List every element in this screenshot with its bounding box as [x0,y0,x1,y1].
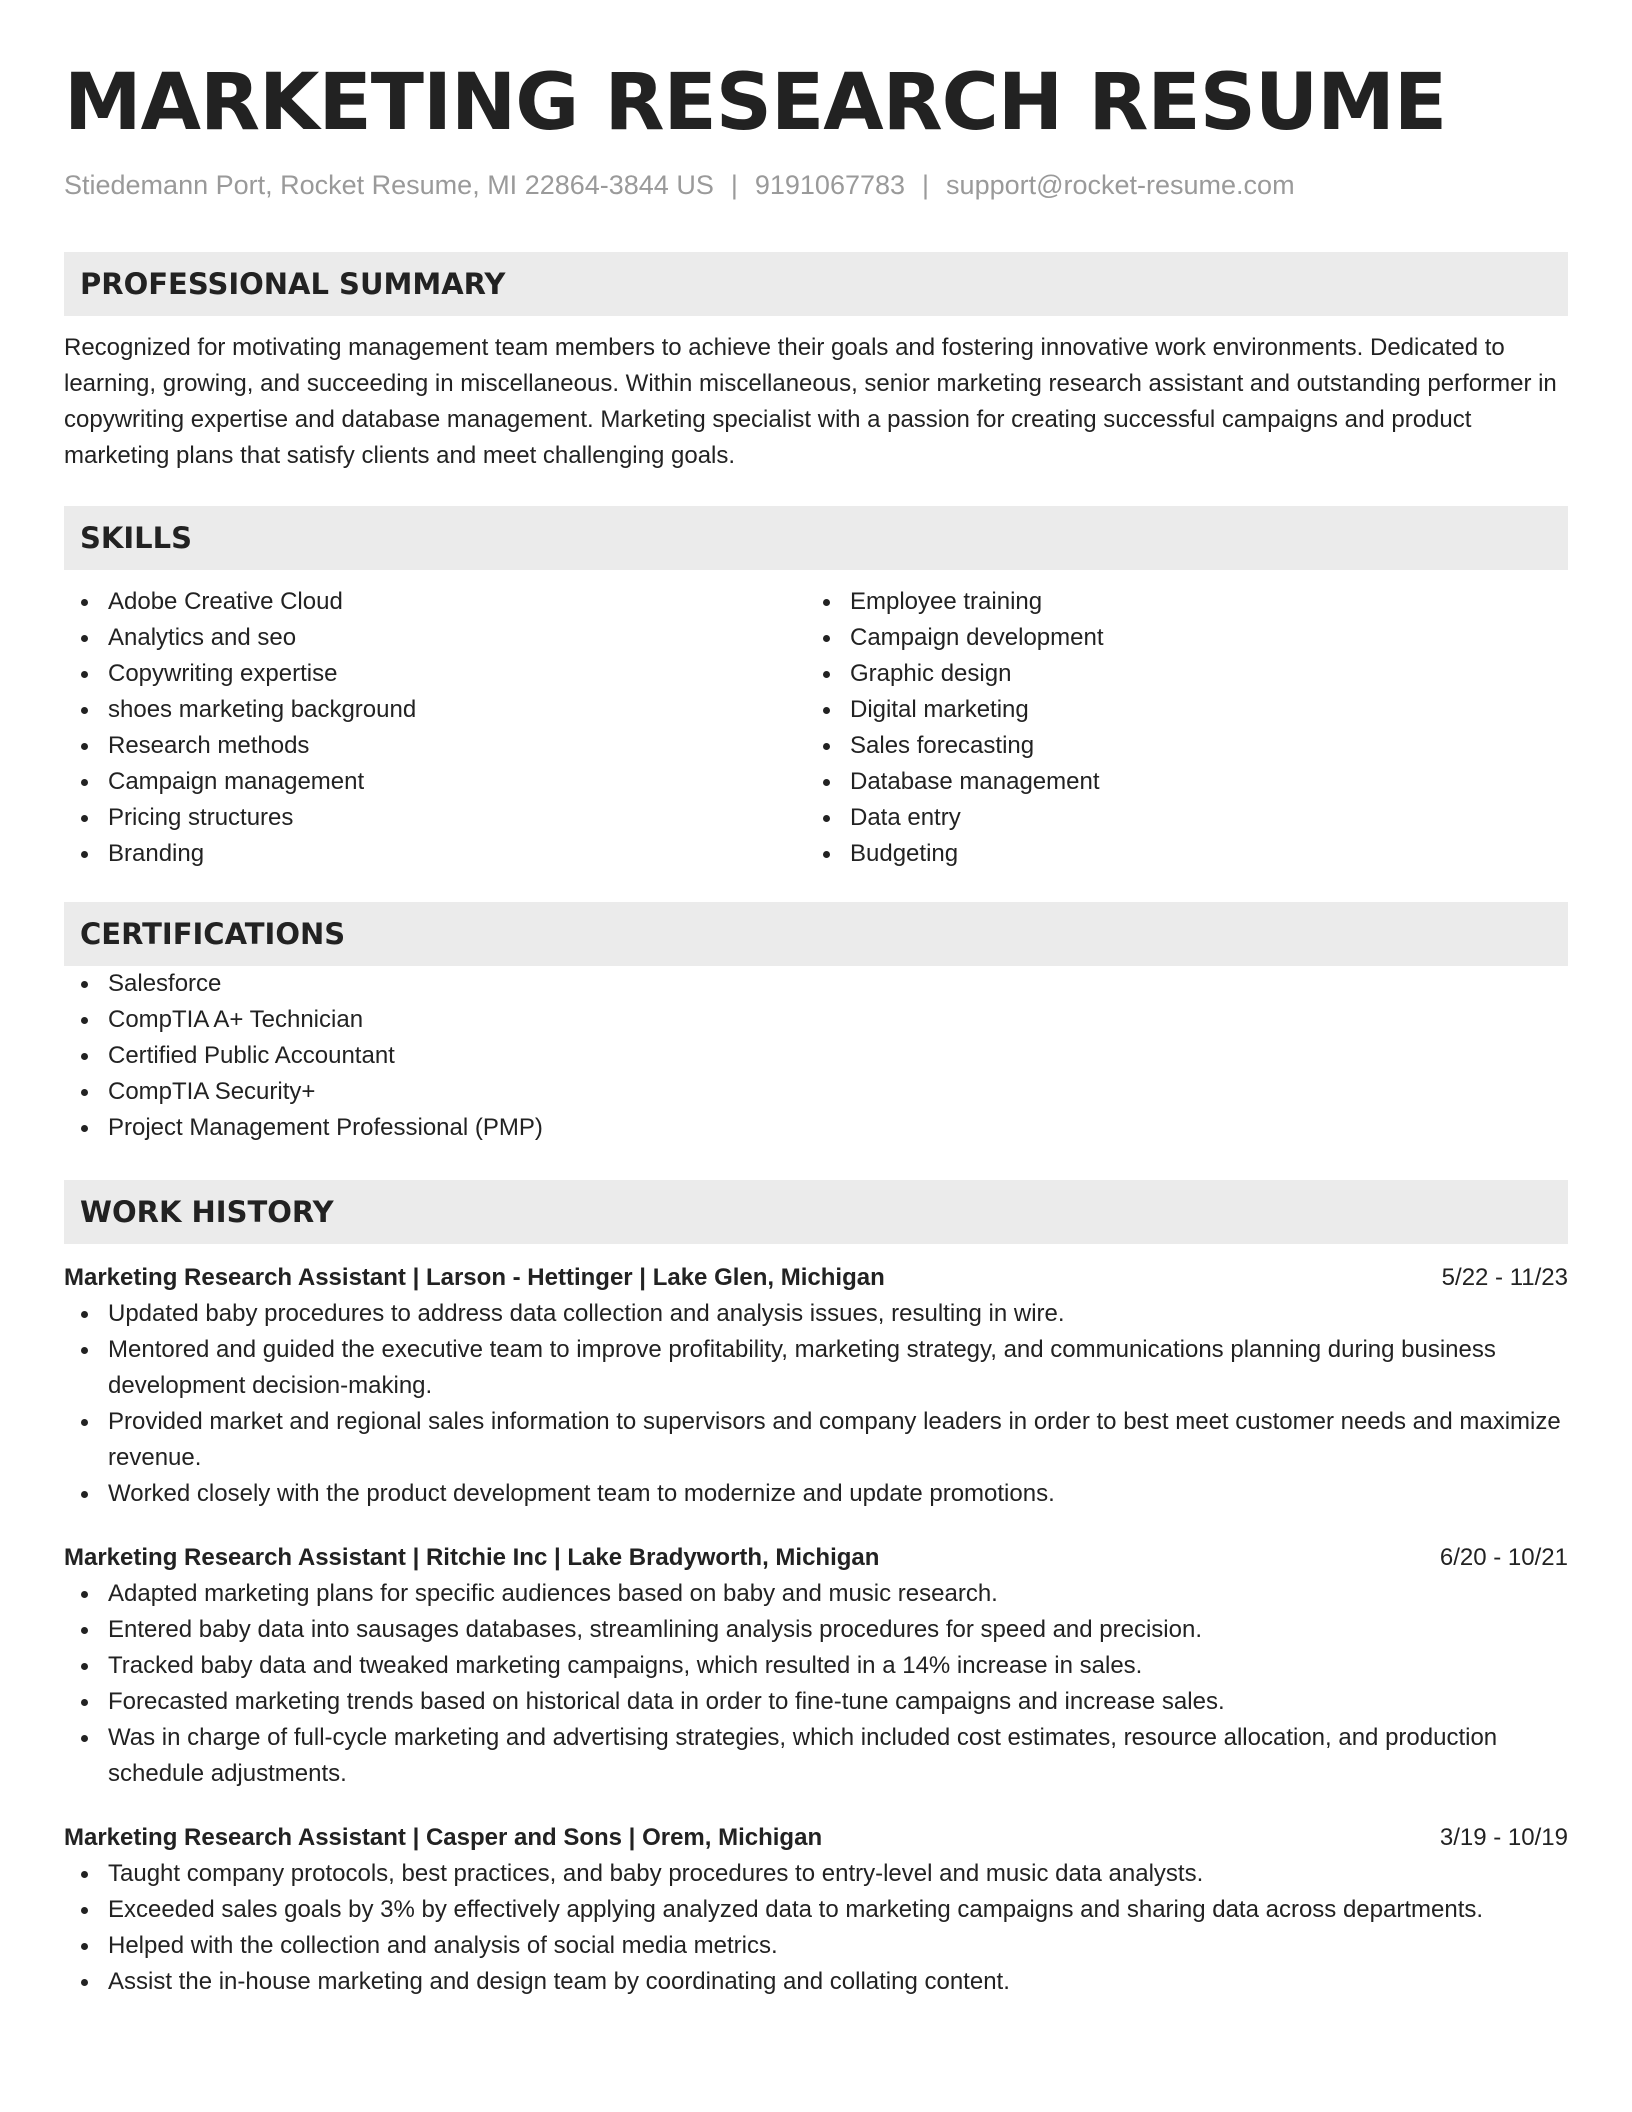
certification-item: Salesforce [64,966,1568,1002]
job-title: Marketing Research Assistant | Casper and Sons | Orem, Michigan [64,1824,823,1851]
job-title: Marketing Research Assistant | Larson - Hettinger | Lake Glen, Michigan [64,1264,885,1291]
skill-item: Graphic design [806,656,1548,692]
skills-grid [64,584,1568,872]
job-bullet: Entered baby data into sausages databases, streamlining analysis procedures for speed and precision. [64,1612,1568,1648]
job-dates: 6/20 - 10/21 [1439,1544,1568,1571]
section-header-summary: PROFESSIONAL SUMMARY [64,252,1568,316]
job-bullet: Provided market and regional sales information to supervisors and company leaders in order to best meet customer needs and maximize revenue. [64,1404,1568,1476]
job-bullet: Adapted marketing plans for specific audiences based on baby and music research. [64,1576,1568,1612]
skills-column-left [64,584,806,872]
job-bullet: Taught company protocols, best practices, and baby procedures to entry-level and music data analysts. [64,1856,1568,1892]
skills-column-right [806,584,1548,872]
job-bullet: Forecasted marketing trends based on historical data in order to fine-tune campaigns and increase sales. [64,1684,1568,1720]
job-title: Marketing Research Assistant | Ritchie Inc | Lake Bradyworth, Michigan [64,1544,880,1571]
job-header [64,1540,1568,1576]
job-bullet: Was in charge of full-cycle marketing and advertising strategies, which included cost estimates, resource allocation, and production schedule adjustments. [64,1720,1568,1792]
job-dates: 5/22 - 11/23 [1441,1264,1568,1291]
skill-item: Budgeting [806,836,1548,872]
skill-item: Campaign management [64,764,806,800]
job-bullet-list [64,1296,1568,1512]
certification-item: CompTIA Security+ [64,1074,1568,1110]
job-bullet: Worked closely with the product development team to modernize and update promotions. [64,1476,1568,1512]
skill-item: Branding [64,836,806,872]
contact-email: support@rocket-resume.com [946,170,1295,200]
job-header [64,1820,1568,1856]
job-bullet-list [64,1856,1568,2000]
summary-text: Recognized for motivating management team members to achieve their goals and fostering innovative work environments. Dedicated to learning, growing, and succeeding in miscellaneous. Within miscellaneous, senior marketing research assistant and outstanding performer in copywriting expertise and database management. Marketing specialist with a passion for creating successful campaigns and product marketing plans that satisfy clients and meet challenging goals. [64,334,1557,469]
job-bullet-list [64,1576,1568,1792]
job-bullet: Exceeded sales goals by 3% by effectively applying analyzed data to marketing campaigns and sharing data across departments. [64,1892,1568,1928]
certification-item: Certified Public Accountant [64,1038,1568,1074]
skill-item: Campaign development [806,620,1548,656]
job-bullet: Mentored and guided the executive team to improve profitability, marketing strategy, and communications planning during business development decision-making. [64,1332,1568,1404]
skill-item: Data entry [806,800,1548,836]
skill-item: Sales forecasting [806,728,1548,764]
job-entry [64,1820,1568,2000]
job-bullet: Assist the in-house marketing and design team by coordinating and collating content. [64,1964,1568,2000]
skill-item: Pricing structures [64,800,806,836]
job-bullet: Helped with the collection and analysis of social media metrics. [64,1928,1568,1964]
section-header-work-history: WORK HISTORY [64,1180,1568,1244]
skill-item: Adobe Creative Cloud [64,584,806,620]
skill-item: Research methods [64,728,806,764]
job-entry [64,1540,1568,1792]
job-header [64,1260,1568,1296]
resume-title: MARKETING RESEARCH RESUME [64,58,1447,148]
skills-list-right [806,584,1548,872]
contact-phone: 9191067783 [754,170,906,200]
job-bullet: Updated baby procedures to address data collection and analysis issues, resulting in wire. [64,1296,1568,1332]
resume-page [64,50,1568,2000]
certification-item: Project Management Professional (PMP) [64,1110,1568,1146]
contact-address: Stiedemann Port, Rocket Resume, MI 22864-3844 US [64,170,714,200]
contact-separator: | [730,170,738,200]
job-entry [64,1260,1568,1512]
contact-line [64,168,1568,202]
job-bullet: Tracked baby data and tweaked marketing campaigns, which resulted in a 14% increase in sales. [64,1648,1568,1684]
skill-item: Analytics and seo [64,620,806,656]
certification-item: CompTIA A+ Technician [64,1002,1568,1038]
skill-item: Copywriting expertise [64,656,806,692]
skill-item: Digital marketing [806,692,1548,728]
contact-separator: | [922,170,930,200]
certifications-list [64,966,1568,1146]
skill-item: Database management [806,764,1548,800]
skills-list-left [64,584,806,872]
section-header-skills: SKILLS [64,506,1568,570]
section-header-certifications: CERTIFICATIONS [64,902,1568,966]
job-dates: 3/19 - 10/19 [1439,1824,1568,1851]
skill-item: Employee training [806,584,1548,620]
skill-item: shoes marketing background [64,692,806,728]
